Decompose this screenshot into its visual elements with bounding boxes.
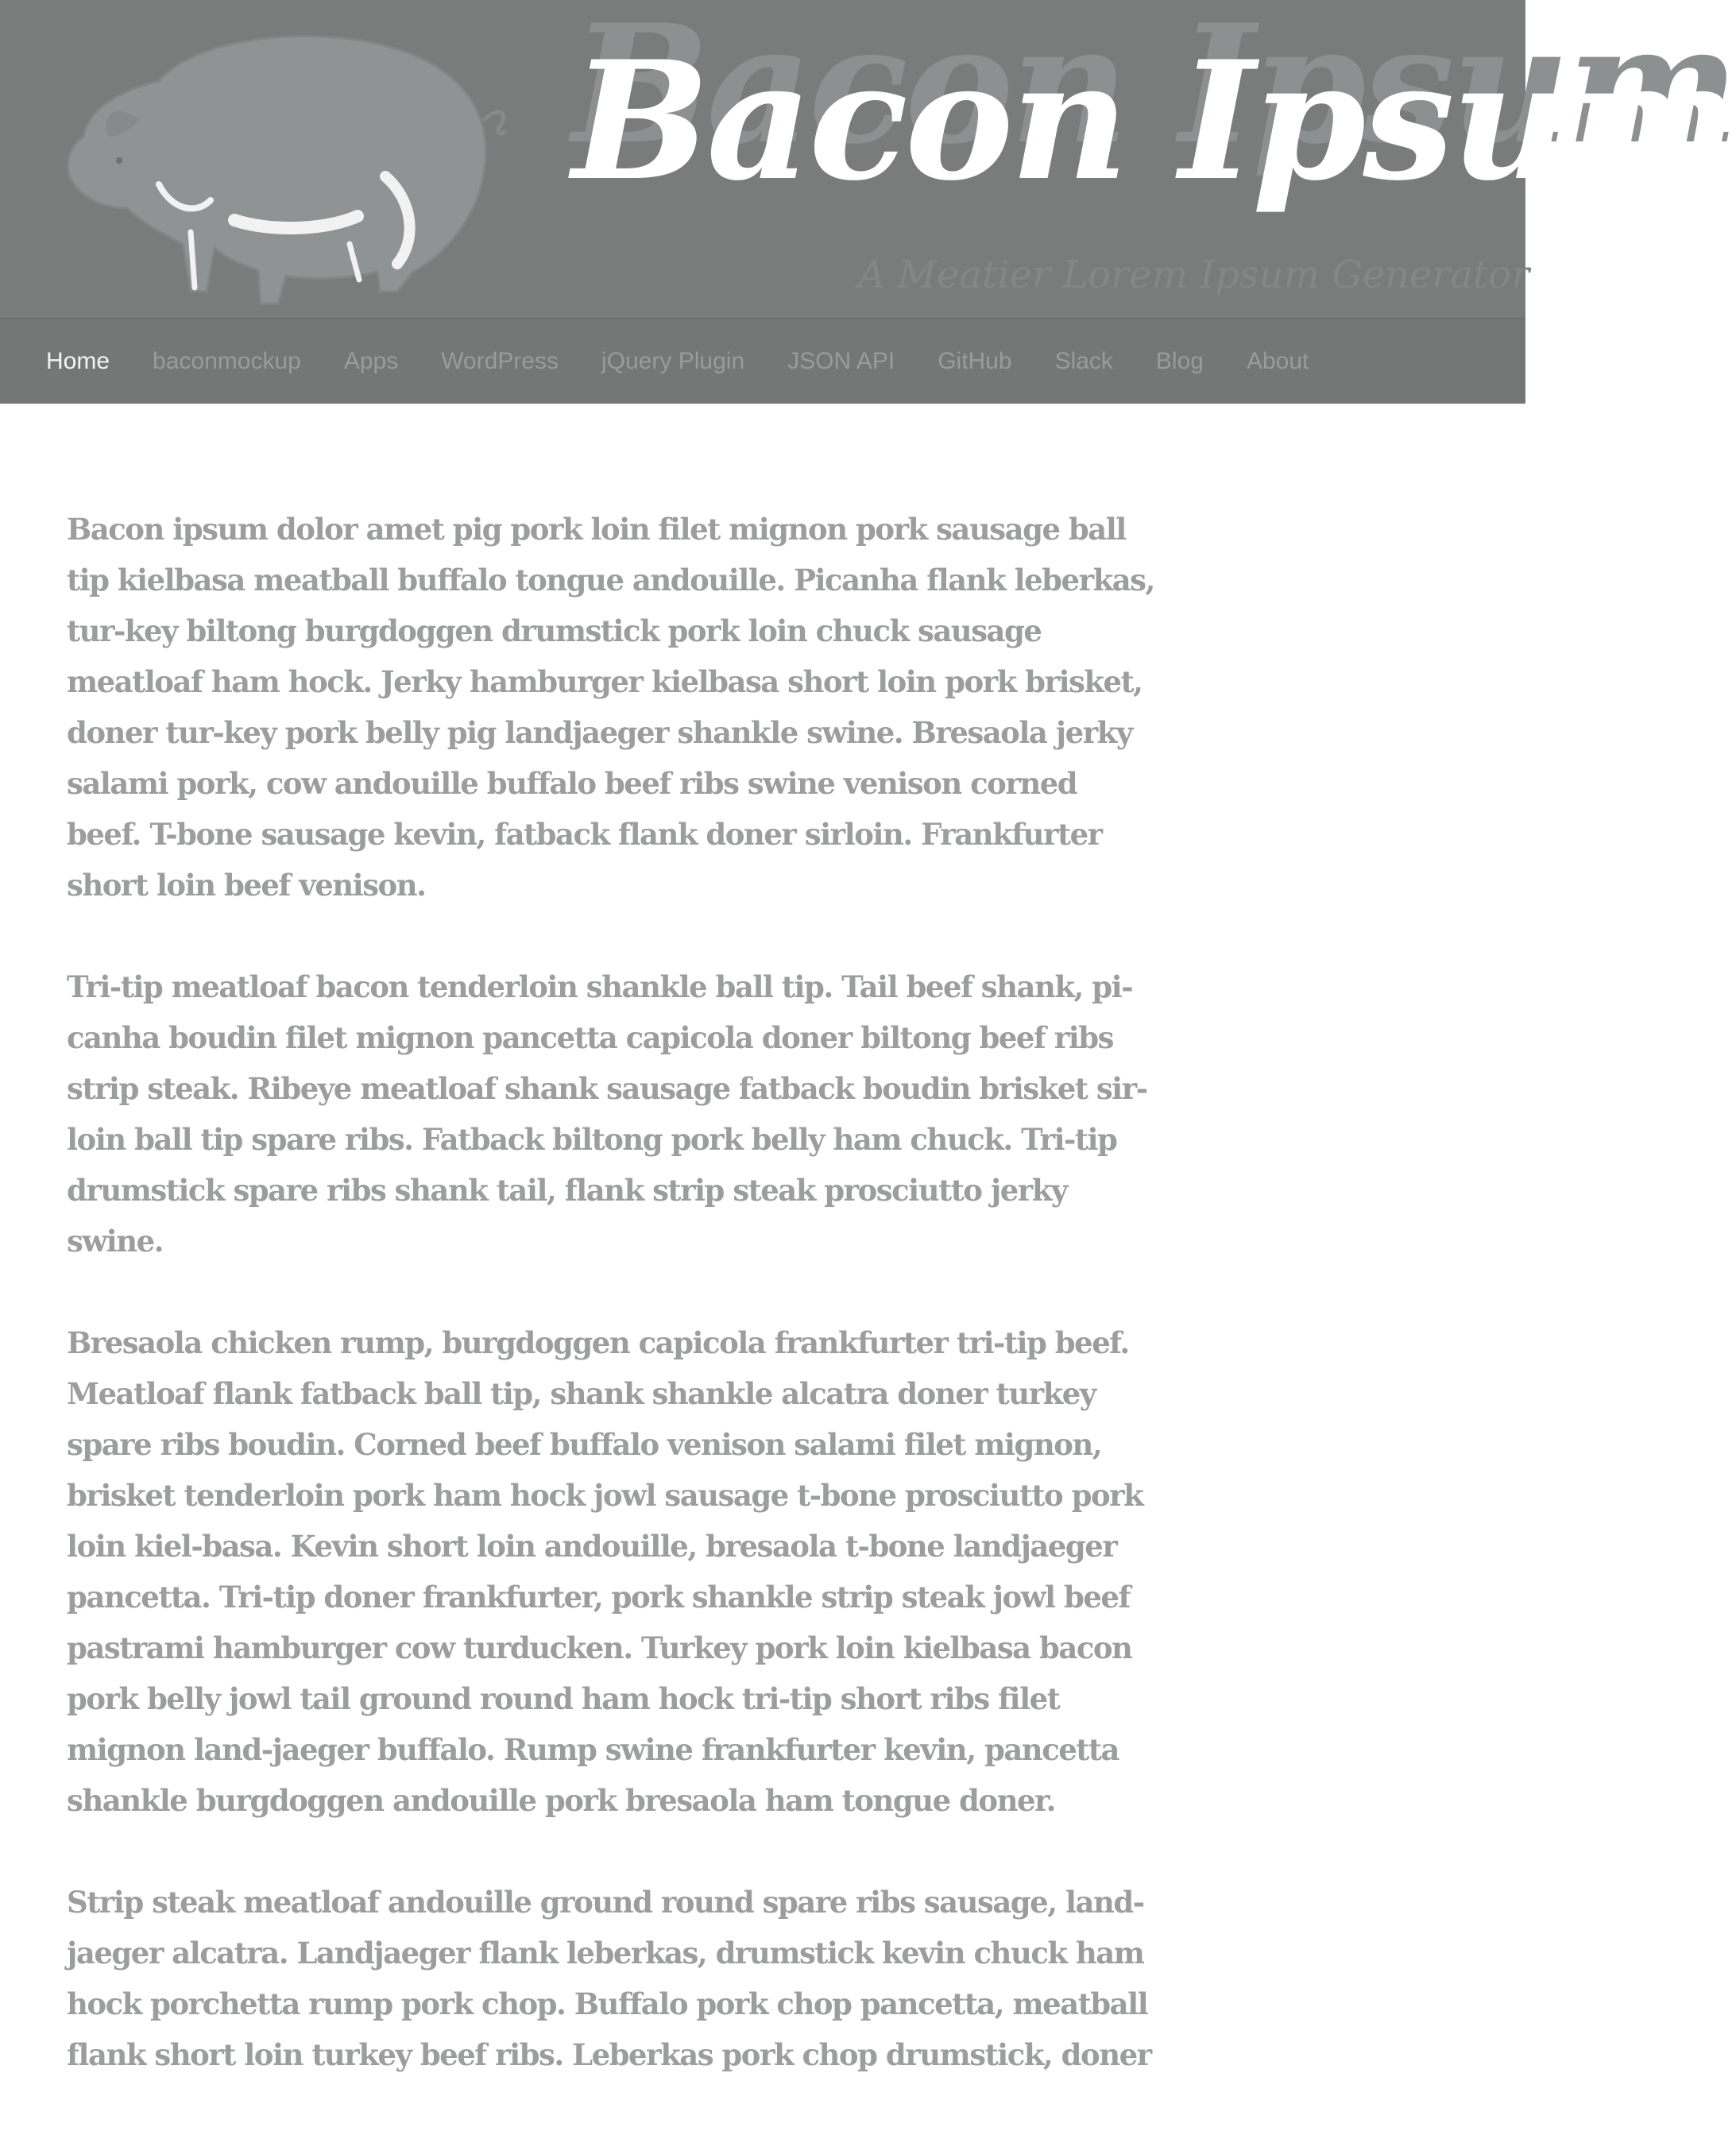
site-title[interactable]: Bacon Ipsum [572, 26, 1736, 217]
nav-item-jquery-plugin[interactable]: jQuery Plugin [601, 348, 745, 374]
ipsum-paragraph: Strip steak meatloaf andouille ground round spare ribs sausage, land-jaeger alcatra. Landjaeger flank leberkas, drumstick kevin chuck ham hock porchetta rump pork chop. Buffalo pork chop pancetta, meatball flank short loin turkey beef ribs. Leberkas pork chop drumstick, doner [67, 1885, 1151, 2072]
nav-item-blog[interactable]: Blog [1155, 348, 1204, 374]
ipsum-paragraph: Bresaola chicken rump, burgdoggen capicola frankfurter tri-tip beef. Meatloaf flank fatback ball tip, shank shankle alcatra doner turkey spare ribs boudin. Corned beef buffalo venison salami filet mignon, brisket tenderloin pork ham hock jowl sausage t-bone prosciutto pork loin kiel-basa. Kevin short loin andouille, bresaola t-bone landjaeger pancetta. Tri-tip doner frankfurter, pork shankle strip steak jowl beef pastrami hamburger cow turducken. Turkey pork loin kielbasa bacon pork belly jowl tail ground round ham hock tri-tip short ribs filet mignon land-jaeger buffalo. Rump swine frankfurter kevin, pancetta shankle burgdoggen andouille pork bresaola ham tongue doner. [67, 1325, 1143, 1818]
site-tagline: A Meatier Lorem Ipsum Generator [858, 253, 1530, 297]
ipsum-paragraph: Bacon ipsum dolor amet pig pork loin filet mignon pork sausage ball tip kielbasa meatball buffalo tongue andouille. Picanha flank leberkas, tur-key biltong burgdoggen drumstick pork loin chuck sausage meatloaf ham hock. Jerky hamburger kielbasa short loin pork brisket, doner tur-key pork belly pig landjaeger shankle swine. Bresaola jerky salami pork, cow andouille buffalo beef ribs swine venison corned beef. T-bone sausage kevin, fatback flank doner sirloin. Frankfurter short loin beef venison. [67, 512, 1154, 903]
ipsum-paragraph: Tri-tip meatloaf bacon tenderloin shankle ball tip. Tail beef shank, pi-canha boudin filet mignon pancetta capicola doner biltong beef ribs strip steak. Ribeye meatloaf shank sausage fatback boudin brisket sir-loin ball tip spare ribs. Fatback biltong pork belly ham chuck. Tri-tip drumstick spare ribs shank tail, flank strip steak prosciutto jerky swine. [67, 969, 1147, 1259]
nav-item-baconmockup[interactable]: baconmockup [153, 348, 301, 374]
site-header [0, 0, 1736, 318]
nav-list [0, 319, 1525, 404]
nav-item-about[interactable]: About [1246, 348, 1309, 374]
nav-item-slack[interactable]: Slack [1054, 348, 1113, 374]
nav-item-json-api[interactable]: JSON API [787, 348, 895, 374]
main-nav [0, 318, 1525, 404]
nav-item-wordpress[interactable]: WordPress [441, 348, 559, 374]
main-content [67, 504, 1159, 2131]
nav-item-home[interactable]: Home [46, 348, 110, 374]
pig-icon [64, 17, 508, 311]
nav-item-github[interactable]: GitHub [938, 348, 1012, 374]
nav-item-apps[interactable]: Apps [343, 348, 399, 374]
